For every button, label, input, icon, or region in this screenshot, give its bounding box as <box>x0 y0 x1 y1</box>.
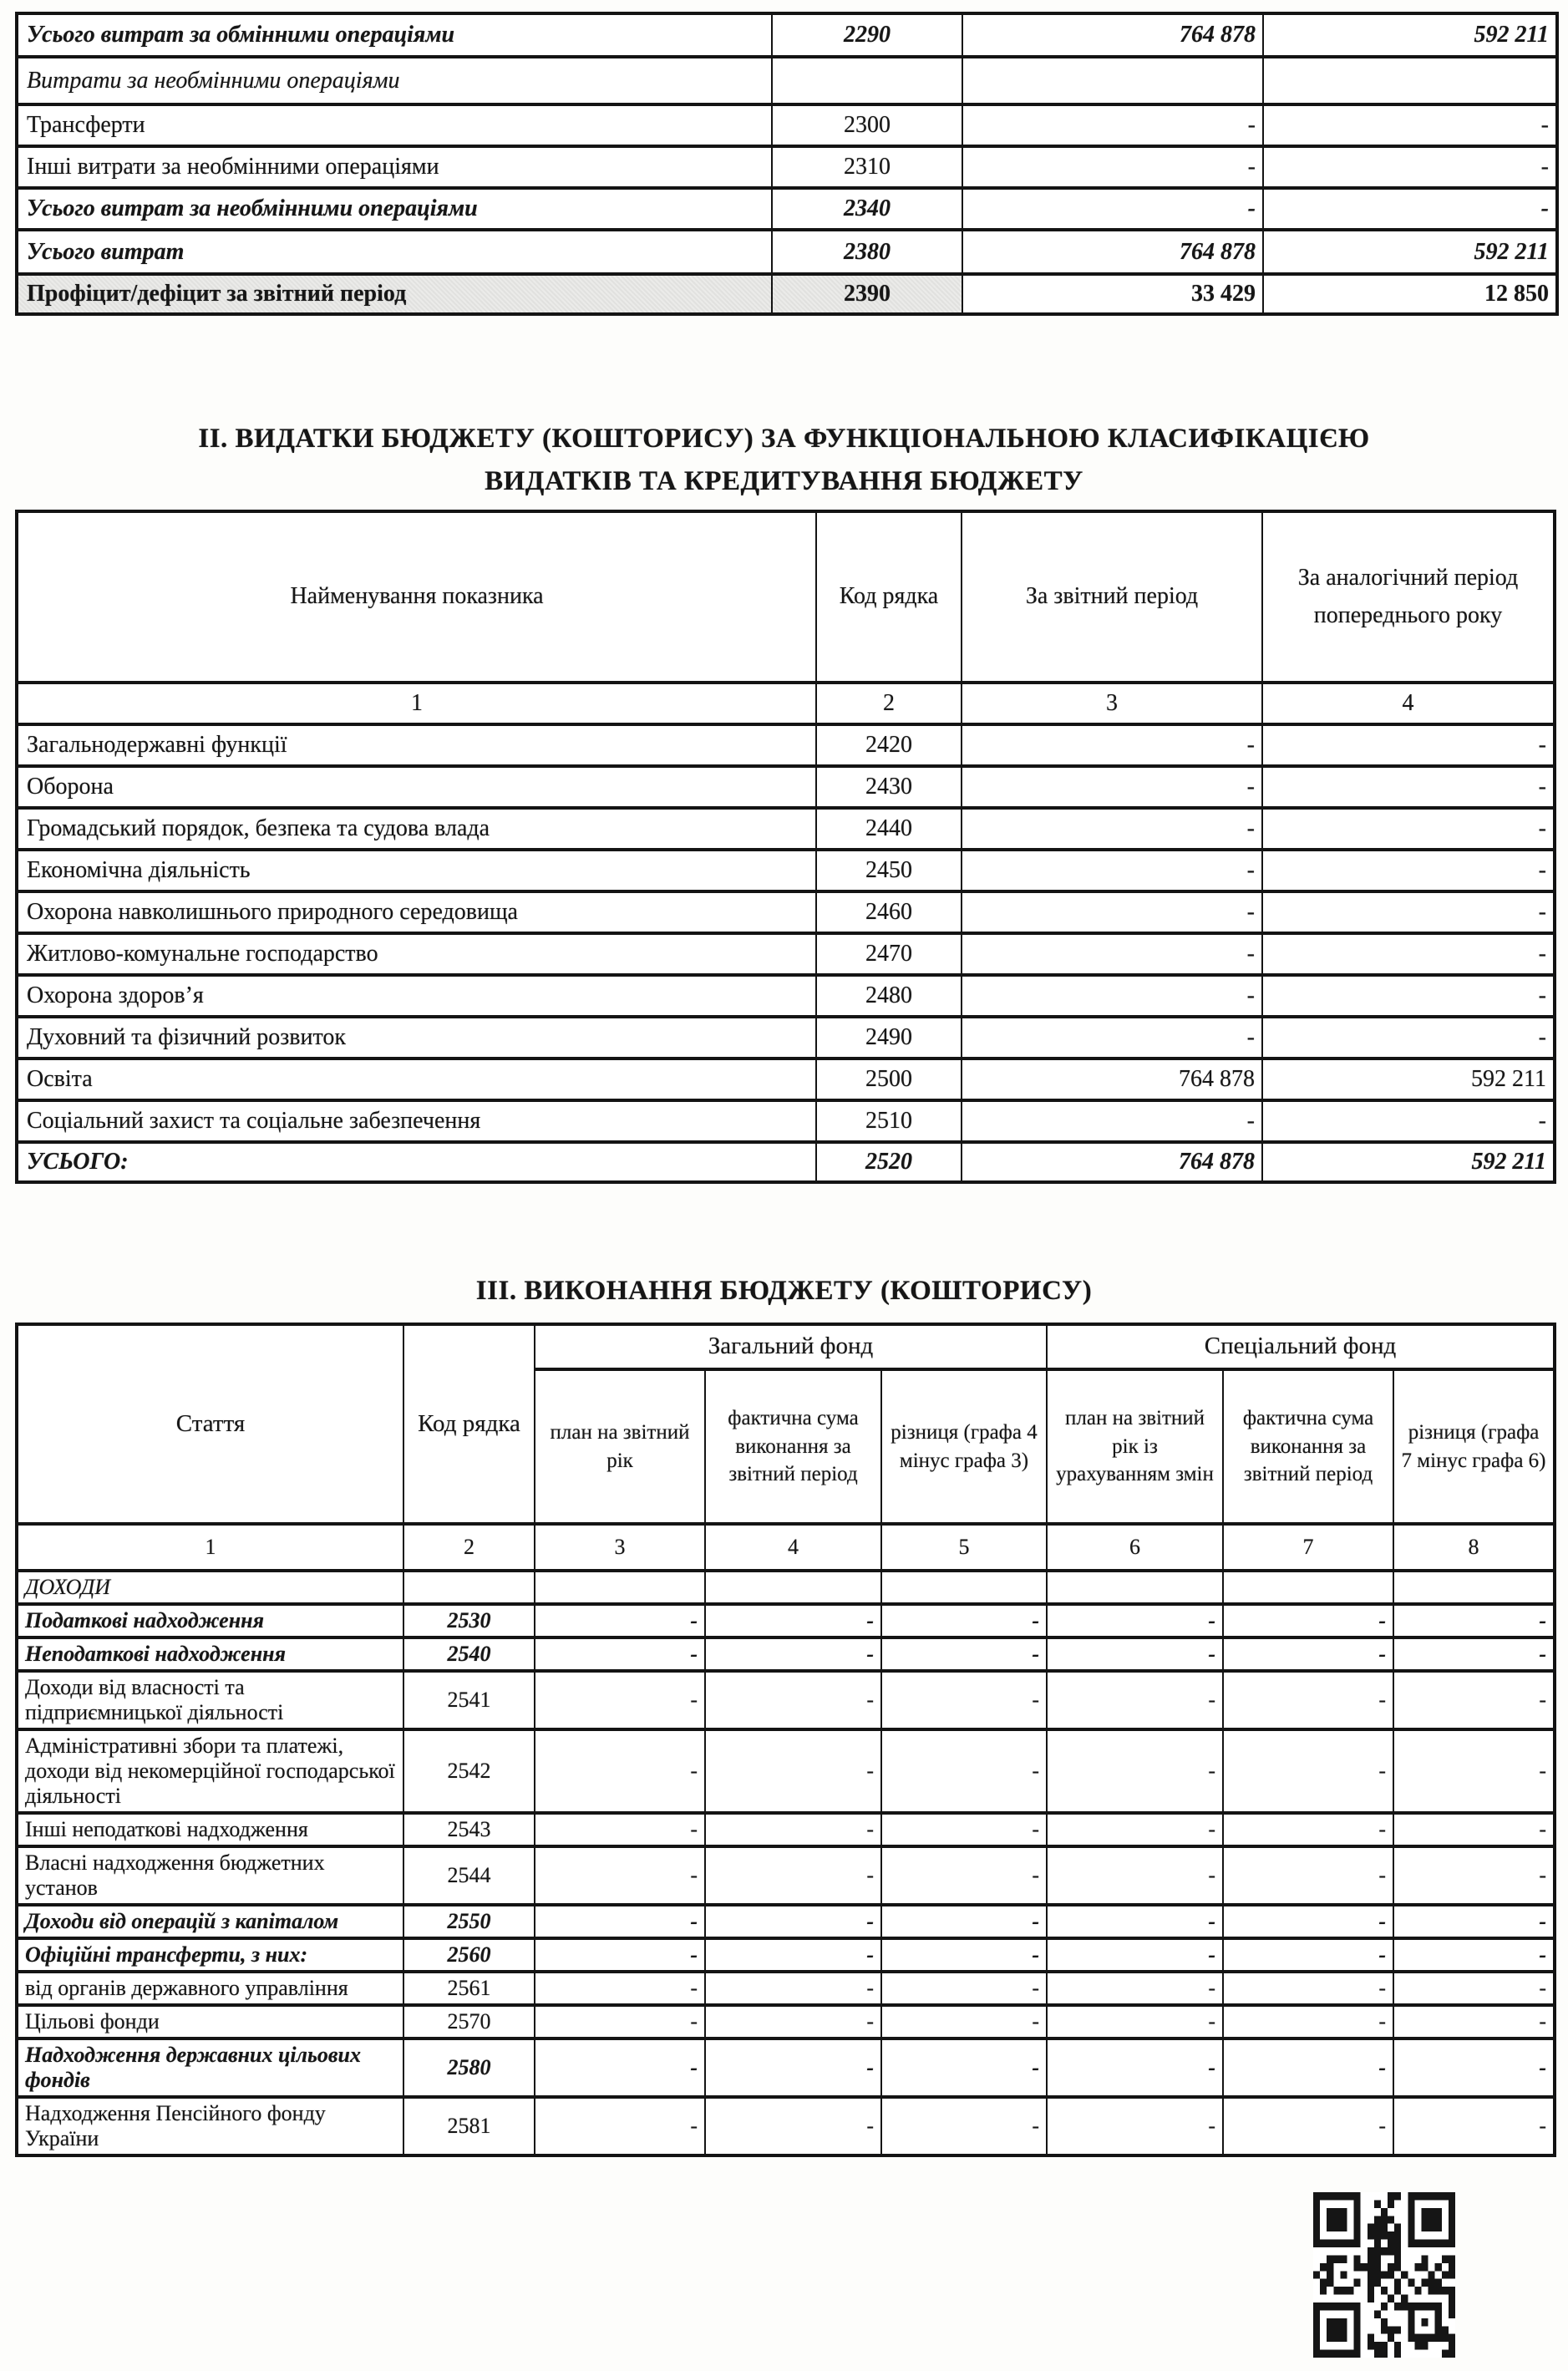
budget-execution-header <box>17 1324 1555 1571</box>
table-row <box>17 850 1555 891</box>
row-label: Соціальний захист та соціальне забезпечення <box>17 1100 816 1142</box>
row-code: 2560 <box>403 1938 535 1972</box>
fund-value-col5 <box>881 1571 1047 1604</box>
row-label: від органів державного управління <box>17 1972 403 2005</box>
fund-value-col5: - <box>881 1604 1047 1637</box>
header-row-code: Код рядка <box>403 1324 535 1524</box>
fund-value-col5: - <box>881 1938 1047 1972</box>
row-label: Житлово-комунальне господарство <box>17 933 816 975</box>
fund-value-col7: - <box>1223 1604 1393 1637</box>
fund-value-col6: - <box>1047 1604 1223 1637</box>
column-numbers-row <box>17 683 1555 724</box>
previous-period-value: - <box>1262 1100 1555 1142</box>
previous-period-value: 592 211 <box>1262 1142 1555 1182</box>
fund-value-col4: - <box>705 2038 881 2097</box>
table-row <box>17 975 1555 1017</box>
previous-period-value: - <box>1262 850 1555 891</box>
table-row <box>17 1571 1555 1604</box>
fund-value-col6: - <box>1047 2005 1223 2038</box>
fund-value-col3: - <box>535 1671 705 1729</box>
fund-value-col4: - <box>705 2005 881 2038</box>
reporting-period-value: - <box>962 104 1263 146</box>
row-label: Власні надходження бюджетних установ <box>17 1846 403 1905</box>
row-label: Освіта <box>17 1059 816 1100</box>
row-code: 2430 <box>816 766 962 808</box>
column-number: 4 <box>1262 683 1555 724</box>
row-label: Усього витрат за необмінними операціями <box>17 188 772 230</box>
previous-period-value: - <box>1263 188 1557 230</box>
functional-classification-header <box>17 511 1555 724</box>
row-code <box>772 57 962 104</box>
table-row <box>17 1604 1555 1637</box>
fund-value-col8: - <box>1393 1813 1555 1846</box>
fund-value-col5: - <box>881 2038 1047 2097</box>
fund-value-col4: - <box>705 1938 881 1972</box>
row-label: Охорона навколишнього природного середовища <box>17 891 816 933</box>
fund-value-col4: - <box>705 1972 881 2005</box>
row-code: 2550 <box>403 1905 535 1938</box>
table-row <box>17 104 1557 146</box>
row-code: 2310 <box>772 146 962 188</box>
header-reporting-period: За звітний період <box>962 511 1262 683</box>
fund-value-col4: - <box>705 1604 881 1637</box>
previous-period-value: 592 211 <box>1263 13 1557 57</box>
fund-value-col8: - <box>1393 2005 1555 2038</box>
fund-value-col7: - <box>1223 1905 1393 1938</box>
fund-value-col3: - <box>535 2005 705 2038</box>
fund-value-col3: - <box>535 1604 705 1637</box>
budget-execution-table <box>15 1323 1556 2157</box>
fund-value-col4: - <box>705 1813 881 1846</box>
previous-period-value: - <box>1262 724 1555 766</box>
reporting-period-value: 764 878 <box>962 13 1263 57</box>
fund-value-col4: - <box>705 1905 881 1938</box>
column-number: 6 <box>1047 1524 1223 1571</box>
section2-title-line2: ВИДАТКІВ ТА КРЕДИТУВАННЯ БЮДЖЕТУ <box>485 466 1083 497</box>
fund-value-col3: - <box>535 1729 705 1813</box>
table-row <box>17 1972 1555 2005</box>
reporting-period-value: - <box>962 850 1262 891</box>
expenses-summary-tbody <box>17 13 1557 314</box>
row-label: УСЬОГО: <box>17 1142 816 1182</box>
fund-value-col6: - <box>1047 1729 1223 1813</box>
row-label: Інші витрати за необмінними операціями <box>17 146 772 188</box>
functional-classification-table <box>15 510 1556 1184</box>
row-code: 2541 <box>403 1671 535 1729</box>
row-code: 2530 <box>403 1604 535 1637</box>
row-label: Загальнодержавні функції <box>17 724 816 766</box>
fund-value-col6: - <box>1047 1938 1223 1972</box>
fund-value-col3: - <box>535 1813 705 1846</box>
row-label: Витрати за необмінними операціями <box>17 57 772 104</box>
row-label: Охорона здоров’я <box>17 975 816 1017</box>
fund-value-col3: - <box>535 2038 705 2097</box>
fund-value-col7: - <box>1223 1637 1393 1671</box>
row-label: Інші неподаткові надходження <box>17 1813 403 1846</box>
fund-value-col8: - <box>1393 1604 1555 1637</box>
section2-title <box>0 418 1568 503</box>
table-row <box>17 1100 1555 1142</box>
table-row <box>17 1938 1555 1972</box>
column-number: 3 <box>535 1524 705 1571</box>
fund-value-col8: - <box>1393 1671 1555 1729</box>
header-plan-with-changes: план на звітний рік із урахуванням змін <box>1047 1369 1223 1524</box>
fund-value-col6: - <box>1047 1846 1223 1905</box>
fund-value-col5: - <box>881 1905 1047 1938</box>
fund-value-col5: - <box>881 1813 1047 1846</box>
row-label: Неподаткові надходження <box>17 1637 403 1671</box>
fund-value-col3 <box>535 1571 705 1604</box>
row-code: 2510 <box>816 1100 962 1142</box>
row-code: 2300 <box>772 104 962 146</box>
previous-period-value: - <box>1262 808 1555 850</box>
fund-value-col6: - <box>1047 1813 1223 1846</box>
column-number: 2 <box>816 683 962 724</box>
fund-value-col6: - <box>1047 1905 1223 1938</box>
column-number: 5 <box>881 1524 1047 1571</box>
row-code: 2460 <box>816 891 962 933</box>
reporting-period-value: 764 878 <box>962 1059 1262 1100</box>
row-label: Оборона <box>17 766 816 808</box>
previous-period-value: 592 211 <box>1262 1059 1555 1100</box>
header-difference-special: різниця (графа 7 мінус графа 6) <box>1393 1369 1555 1524</box>
table-row <box>17 808 1555 850</box>
fund-value-col4: - <box>705 1729 881 1813</box>
fund-value-col3: - <box>535 1905 705 1938</box>
table-row <box>17 1905 1555 1938</box>
fund-value-col5: - <box>881 1637 1047 1671</box>
table-row <box>17 724 1555 766</box>
table-row <box>17 146 1557 188</box>
fund-value-col8: - <box>1393 1972 1555 2005</box>
table-row <box>17 13 1557 57</box>
row-code: 2450 <box>816 850 962 891</box>
table-row <box>17 766 1555 808</box>
table-row <box>17 57 1557 104</box>
row-code: 2561 <box>403 1972 535 2005</box>
previous-period-value: - <box>1262 933 1555 975</box>
table-row <box>17 1017 1555 1059</box>
fund-value-col7: - <box>1223 1972 1393 2005</box>
previous-period-value: 12 850 <box>1263 274 1557 314</box>
column-number: 4 <box>705 1524 881 1571</box>
header-special-fund: Спеціальний фонд <box>1047 1324 1555 1369</box>
row-code: 2544 <box>403 1846 535 1905</box>
row-label: Доходи від операцій з капіталом <box>17 1905 403 1938</box>
fund-value-col7 <box>1223 1571 1393 1604</box>
table-row <box>17 933 1555 975</box>
header-previous-period: За аналогічний період попереднього року <box>1262 511 1555 683</box>
fund-value-col8 <box>1393 1571 1555 1604</box>
fund-value-col8: - <box>1393 1637 1555 1671</box>
fund-value-col7: - <box>1223 1729 1393 1813</box>
reporting-period-value: - <box>962 975 1262 1017</box>
fund-value-col7: - <box>1223 1938 1393 1972</box>
table-row <box>17 2097 1555 2155</box>
row-label: Доходи від власності та підприємницької діяльності <box>17 1671 403 1729</box>
fund-value-col3: - <box>535 1637 705 1671</box>
reporting-period-value: 33 429 <box>962 274 1263 314</box>
table-row <box>17 1729 1555 1813</box>
previous-period-value: - <box>1263 146 1557 188</box>
row-label: Податкові надходження <box>17 1604 403 1637</box>
section3-title: ІІІ. ВИКОНАННЯ БЮДЖЕТУ (КОШТОРИСУ) <box>475 1276 1093 1306</box>
header-difference-general: різниця (графа 4 мінус графа 3) <box>881 1369 1047 1524</box>
column-number: 1 <box>17 683 816 724</box>
row-code: 2490 <box>816 1017 962 1059</box>
fund-value-col5: - <box>881 2097 1047 2155</box>
reporting-period-value: - <box>962 724 1262 766</box>
row-code: 2470 <box>816 933 962 975</box>
fund-value-col7: - <box>1223 1671 1393 1729</box>
fund-value-col5: - <box>881 1972 1047 2005</box>
row-code: 2540 <box>403 1637 535 1671</box>
row-code: 2543 <box>403 1813 535 1846</box>
fund-value-col4: - <box>705 1637 881 1671</box>
row-code: 2390 <box>772 274 962 314</box>
row-code: 2380 <box>772 230 962 274</box>
table-row <box>17 2005 1555 2038</box>
reporting-period-value: - <box>962 808 1262 850</box>
table-row <box>17 1142 1555 1182</box>
header-row-code: Код рядка <box>816 511 962 683</box>
row-label: Офіційні трансферти, з них: <box>17 1938 403 1972</box>
table-row <box>17 1846 1555 1905</box>
reporting-period-value: - <box>962 146 1263 188</box>
previous-period-value <box>1263 57 1557 104</box>
row-label: Надходження державних цільових фондів <box>17 2038 403 2097</box>
table-row <box>17 1671 1555 1729</box>
reporting-period-value: 764 878 <box>962 230 1263 274</box>
row-code: 2500 <box>816 1059 962 1100</box>
row-label: Економічна діяльність <box>17 850 816 891</box>
table-row <box>17 891 1555 933</box>
row-label: Цільові фонди <box>17 2005 403 2038</box>
table-row <box>17 2038 1555 2097</box>
previous-period-value: - <box>1262 766 1555 808</box>
previous-period-value: 592 211 <box>1263 230 1557 274</box>
budget-execution-tbody <box>17 1571 1555 2155</box>
row-label: Трансферти <box>17 104 772 146</box>
row-code: 2420 <box>816 724 962 766</box>
table-row <box>17 274 1557 314</box>
column-number: 7 <box>1223 1524 1393 1571</box>
reporting-period-value: 764 878 <box>962 1142 1262 1182</box>
fund-value-col5: - <box>881 1729 1047 1813</box>
fund-value-col6 <box>1047 1571 1223 1604</box>
fund-value-col4: - <box>705 2097 881 2155</box>
section2-title-line1: ІІ. ВИДАТКИ БЮДЖЕТУ (КОШТОРИСУ) ЗА ФУНКЦІОНАЛЬНОЮ КЛАСИФІКАЦІЄЮ <box>198 424 1370 454</box>
reporting-period-value: - <box>962 1017 1262 1059</box>
fund-value-col8: - <box>1393 2097 1555 2155</box>
fund-value-col6: - <box>1047 2097 1223 2155</box>
column-number: 8 <box>1393 1524 1555 1571</box>
fund-value-col7: - <box>1223 2038 1393 2097</box>
qr-code <box>1313 2192 1455 2358</box>
fund-value-col8: - <box>1393 2038 1555 2097</box>
row-label: Адміністративні збори та платежі, доходи від некомерційної господарської діяльності <box>17 1729 403 1813</box>
reporting-period-value: - <box>962 891 1262 933</box>
fund-value-col7: - <box>1223 2097 1393 2155</box>
fund-value-col4 <box>705 1571 881 1604</box>
row-code <box>403 1571 535 1604</box>
fund-value-col4: - <box>705 1671 881 1729</box>
column-number: 2 <box>403 1524 535 1571</box>
reporting-period-value: - <box>962 766 1262 808</box>
row-code: 2480 <box>816 975 962 1017</box>
row-code: 2542 <box>403 1729 535 1813</box>
row-label: Громадський порядок, безпека та судова влада <box>17 808 816 850</box>
fund-value-col6: - <box>1047 1972 1223 2005</box>
fund-value-col8: - <box>1393 1846 1555 1905</box>
row-code: 2290 <box>772 13 962 57</box>
row-code: 2440 <box>816 808 962 850</box>
fund-value-col5: - <box>881 1671 1047 1729</box>
functional-classification-tbody <box>17 724 1555 1182</box>
expenses-summary-table <box>15 12 1559 316</box>
row-label: ДОХОДИ <box>17 1571 403 1604</box>
table-row <box>17 230 1557 274</box>
table-row <box>17 1059 1555 1100</box>
column-number: 3 <box>962 683 1262 724</box>
header-stattia: Стаття <box>17 1324 403 1524</box>
header-general-fund: Загальний фонд <box>535 1324 1047 1369</box>
table-row <box>17 1637 1555 1671</box>
header-indicator-name: Найменування показника <box>17 511 816 683</box>
row-code: 2520 <box>816 1142 962 1182</box>
fund-value-col6: - <box>1047 1637 1223 1671</box>
fund-value-col3: - <box>535 1846 705 1905</box>
column-number: 1 <box>17 1524 403 1571</box>
fund-value-col5: - <box>881 2005 1047 2038</box>
row-code: 2340 <box>772 188 962 230</box>
fund-value-col8: - <box>1393 1905 1555 1938</box>
row-label: Духовний та фізичний розвиток <box>17 1017 816 1059</box>
fund-value-col5: - <box>881 1846 1047 1905</box>
row-label: Профіцит/дефіцит за звітний період <box>17 274 772 314</box>
fund-value-col7: - <box>1223 1846 1393 1905</box>
reporting-period-value: - <box>962 933 1262 975</box>
fund-value-col6: - <box>1047 2038 1223 2097</box>
row-code: 2581 <box>403 2097 535 2155</box>
row-code: 2570 <box>403 2005 535 2038</box>
table-row <box>17 188 1557 230</box>
previous-period-value: - <box>1262 1017 1555 1059</box>
reporting-period-value: - <box>962 188 1263 230</box>
fund-band-row <box>17 1324 1555 1369</box>
fund-value-col3: - <box>535 2097 705 2155</box>
header-plan-reporting-year: план на звітний рік <box>535 1369 705 1524</box>
previous-period-value: - <box>1263 104 1557 146</box>
fund-value-col7: - <box>1223 1813 1393 1846</box>
row-label: Усього витрат за обмінними операціями <box>17 13 772 57</box>
fund-value-col7: - <box>1223 2005 1393 2038</box>
fund-value-col4: - <box>705 1846 881 1905</box>
previous-period-value: - <box>1262 891 1555 933</box>
fund-value-col8: - <box>1393 1938 1555 1972</box>
header-actual-sum-special: фактична сума виконання за звітний період <box>1223 1369 1393 1524</box>
column-numbers-row <box>17 1524 1555 1571</box>
fund-value-col8: - <box>1393 1729 1555 1813</box>
fund-value-col3: - <box>535 1938 705 1972</box>
row-label: Усього витрат <box>17 230 772 274</box>
header-row <box>17 511 1555 683</box>
fund-value-col6: - <box>1047 1671 1223 1729</box>
reporting-period-value <box>962 57 1263 104</box>
table-row <box>17 1813 1555 1846</box>
previous-period-value: - <box>1262 975 1555 1017</box>
header-actual-sum-general: фактична сума виконання за звітний період <box>705 1369 881 1524</box>
row-label: Надходження Пенсійного фонду України <box>17 2097 403 2155</box>
reporting-period-value: - <box>962 1100 1262 1142</box>
fund-value-col3: - <box>535 1972 705 2005</box>
row-code: 2580 <box>403 2038 535 2097</box>
